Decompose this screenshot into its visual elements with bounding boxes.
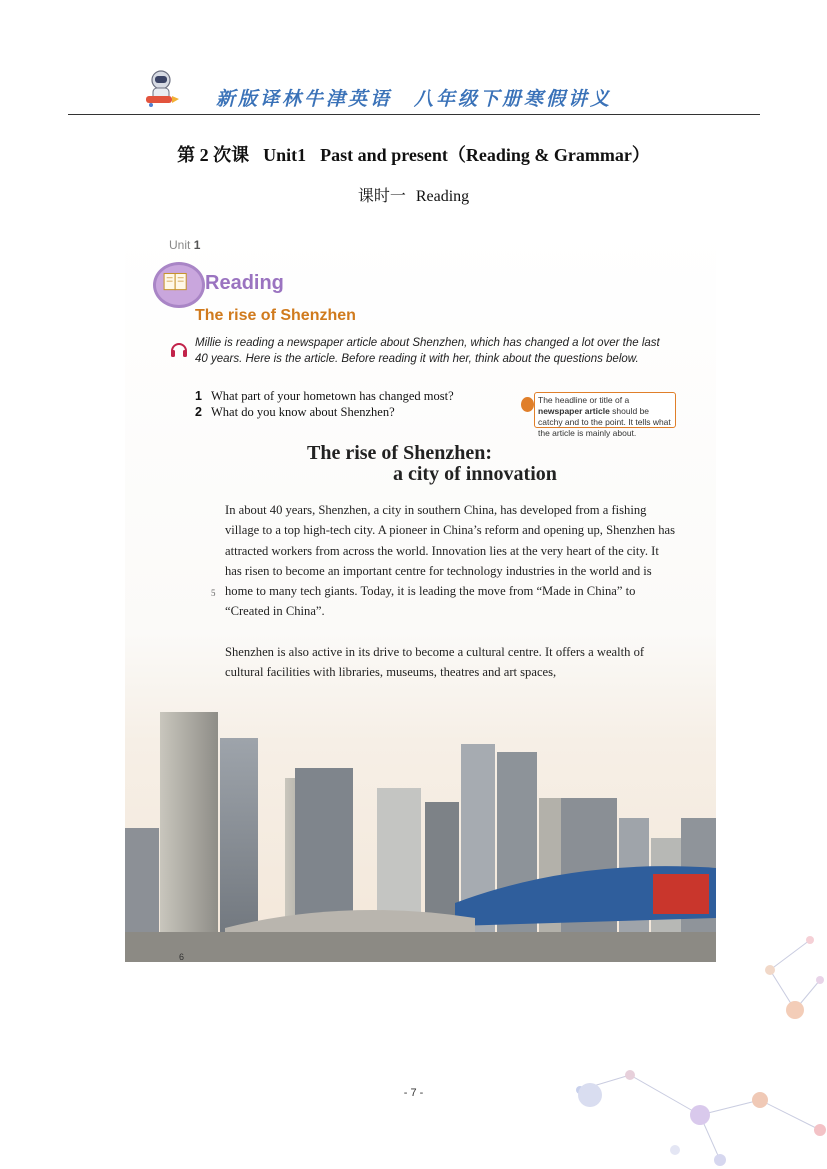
book-icon [153, 262, 205, 308]
tip-box: The headline or title of a newspaper article should be catchy and to the point. It tells what the article is mainly about. [534, 392, 676, 428]
lesson-heading: The rise of Shenzhen [195, 307, 356, 324]
page-corner-number: 6 [179, 952, 185, 962]
question-list [195, 389, 454, 420]
section-heading: Reading [205, 272, 284, 294]
article-paragraph: In about 40 years, Shenzhen, a city in southern China, has developed from a fishing village to a top high-tech city. A pioneer in China’s reform and opening up, Shenzhen has attracted workers from across the world. Innovation lies at the very heart of the city. It has risen to become an important centre for technology industries in the world and is home to many tech giants. Today, it is leading the move from “Made in China” to “Created in China”. [225, 503, 676, 619]
article-paragraph: Shenzhen is also active in its drive to become a cultural centre. It offers a wealth of cultural facilities with libraries, museums, theatres and art spaces, [225, 644, 645, 680]
list-item: 2 What do you know about Shenzhen? [195, 404, 395, 419]
unit-label: Unit 1 [169, 238, 201, 252]
period-subtitle [0, 183, 827, 206]
lesson-title [0, 141, 827, 167]
page-header [68, 66, 760, 115]
page-number: - 7 - [403, 1087, 424, 1099]
list-item: 1 What part of your hometown has changed most? [195, 389, 454, 403]
lesson-unit: Unit1 [263, 145, 307, 165]
intro-text: Millie is reading a newspaper article about Shenzhen, which has changed a lot over the last 40 years. Here is the article. Before reading it with her, think about the questions below. [195, 337, 660, 365]
lesson-number: 第 2 次课 [177, 145, 250, 165]
period-label: 课时一 [357, 188, 406, 205]
headphones-icon [169, 338, 189, 360]
article-headline-line2: a city of innovation [393, 463, 557, 485]
astronaut-logo-icon [144, 68, 180, 108]
line-number: 5 [211, 588, 216, 598]
unit-number: 1 [193, 238, 201, 252]
lesson-topic: Past and present（Reading & Grammar） [320, 145, 650, 165]
period-topic: Reading [415, 188, 470, 205]
article-headline-line1: The rise of Shenzhen: [307, 442, 492, 464]
article-body [225, 500, 675, 702]
tip-icon [521, 397, 534, 412]
molecule-decoration-icon [520, 850, 827, 1169]
header-title: 新版译林牛津英语 八年级下册寒假讲义 [216, 88, 613, 110]
